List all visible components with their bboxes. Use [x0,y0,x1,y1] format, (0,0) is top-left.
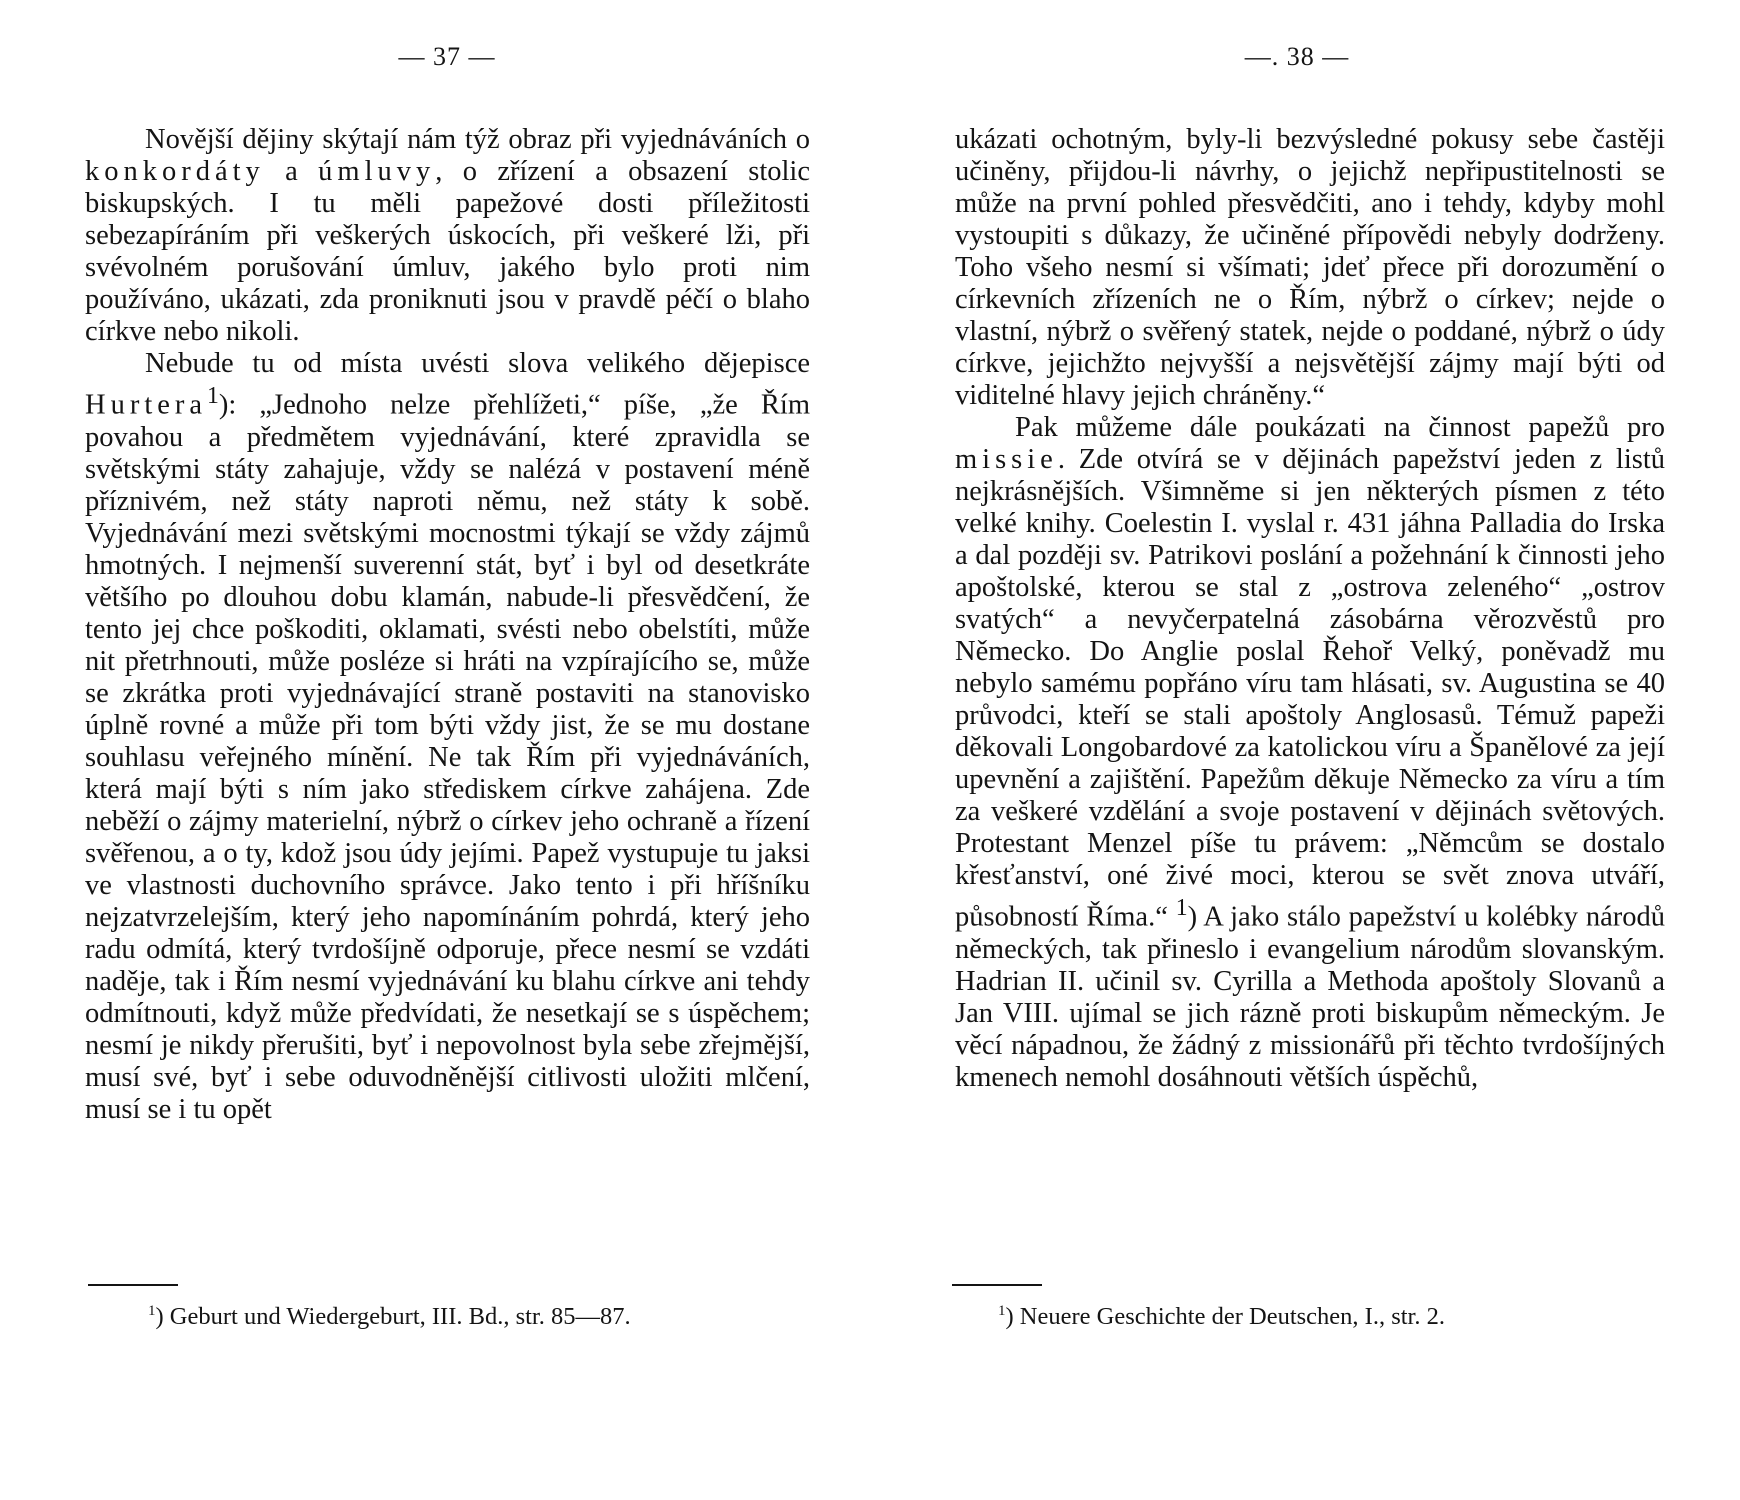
spaced-term: missie [955,444,1058,475]
text-run: ): „Jednoho nelze přehlížeti,“ píše, „že Řím povahou a předmětem vyjednávání, které zpravidla se světskými státy zahajuje, vždy se nalézá v postavení méně příznivém, než státy naproti němu, než státy k sobě. Vyjednávání mezi světskými mocnostmi týkají se vždy zájmů hmotných. I nejmenší suverenní stát, byť i byl od desetkráte většího po dlouhou dobu klamán, nabude-li přesvědčení, že tento jej chce poškoditi, oklamati, svésti nebo obelstíti, může nit přetrhnouti, může posléze si hráti na vzpírajícího se, může se zkrátka proti vyjednávající straně postaviti na stanovisko úplně rovné a může při tom býti vždy jist, že se mu dostane souhlasu veřejného mínění. Ne tak Řím při vyjednáváních, která mají býti s ním jako střediskem církve zahájena. Zde neběží o zájmy materielní, nýbrž o církev jeho ochraně a řízení svěřenou, a o ty, kdož jsou údy jejími. Papež vystupuje tu jaksi ve vlastnosti duchovního správce. Jako tento i při hříšníku nejzatvrzelejším, který jeho napomínáním pohrdá, který jeho radu odmítá, který tvrdošíjně odporuje, přece nesmí se vzdáti naděje, tak i Řím nesmí vyjednávání ku blahu církve ani tehdy odmítnouti, když může předvídati, že nesetkají se s úspěchem; nesmí je nikdy přerušiti, byť i nepovolnost byla sebe zřejmější, musí své, byť i sebe oduvodněnější citlivosti uložiti mlčení, musí se i tu opět [85,389,810,1125]
right-page-body [955,124,1665,1094]
text-run: . Zde otvírá se v dějinách papežství jeden z listů nejkrásnějších. Všimněme si jen některých písmen z této velké knihy. Coelestin I. vyslal r. 431 jáhna Palladia do Irska a dal později sv. Patrikovi poslání a požehnání k činnosti jeho apoštolské, kterou se stal z „ostrova zeleného“ „ostrov svatých“ a nevyčerpatelná zásobárna věrozvěstů pro Německo. Do Anglie poslal Řehoř Velký, poněvadž mu nebylo samému popřáno víru tam hlásati, sv. Augustina se 40 průvodci, kteří se stali apoštoly Anglosasů. Témuž papeži děkovali Longobardové za katolickou víru a Španělové za její upevnění a zajištění. Papežům děkuje Německo za víru a tím za veškeré vzdělání a svoje postavení v dějinách světových. Protestant Menzel píše tu právem: „Němcům se dostalo křesťanství, oné živé moci, kterou se svět znova utváří, působností Říma.“ [955,444,1665,933]
paragraph: ukázati ochotným, byly-li bezvýsledné pokusy sebe častěji učiněny, přijdou-li návrhy, o jejichž nepřipustitelnosti se může na první pohled přesvědčiti, ano i tehdy, kdyby mohl vystoupiti s důkazy, že učiněné přípovědi nebyly dodrženy. Toho všeho nesmí si všímati; jdeť přece při dorozumění o církevních zřízeních ne o Řím, nýbrž o církev; nejde o vlastní, nýbrž o svěřený statek, nejde o poddané, nýbrž o údy církve, jejichžto nejvyšší a nejsvětější zájmy mají býti od viditelné hlavy jejich chráněny.“ [955,124,1665,411]
page-number-left: — 37 — [398,42,496,71]
footnote-reference: 1 [207,383,219,409]
text-run: , o zřízení a obsazení stolic biskupských. I tu měli papežové dosti příležitosti sebezapíráním při veškerých úskocích, při veškeré lži, při svévolném porušování úmluv, jakého bylo proti nim používáno, ukázati, zda proniknuti jsou v pravdě péčí o blaho církve nebo nikoli. [85,156,810,347]
footnote-text: ) Geburt und Wiedergeburt, III. Bd., str. 85—87. [155,1303,631,1331]
page-number-right: —. 38 — [1244,42,1350,71]
paragraph [955,412,1665,1094]
text-run: Pak můžeme dále poukázati na činnost papežů pro [1015,412,1665,443]
spaced-term: úmluvy [318,156,436,187]
spaced-term: konkordáty [85,156,265,187]
footnote-mark: 1 [998,1303,1006,1319]
footnote-divider [88,1284,178,1286]
text-run: a [264,156,319,187]
text-run: Novější dějiny skýtají nám týž obraz při vyjednáváních o [145,124,810,155]
footnote-text: ) Neuere Geschichte der Deutschen, I., str. 2. [1005,1303,1445,1331]
footnote-divider [952,1284,1042,1286]
spaced-term: Hurtera [85,389,208,421]
footnote-right [998,1296,1445,1332]
text-run: Nebude tu od místa uvésti slova velikého dějepisce [145,348,810,379]
footnote-left [148,1296,631,1332]
paragraph [85,348,810,1126]
footnote-reference: 1 [1175,895,1188,921]
right-page [870,0,1740,1500]
text-run: ) A jako stálo papežství u kolébky národů německých, tak přineslo i evangelium národům slovanským. Hadrian II. učinil sv. Cyrilla a Methoda apoštoly Slovanů a Jan VIII. ujímal se jich rázně proti biskupům německým. Je věcí nápadnou, že žádný z missionářů při těchto tvrdošíjných kmenech nemohl dosáhnouti větších úspěchů, [955,901,1665,1093]
footnote-mark: 1 [148,1303,156,1319]
left-page-body [85,124,810,1126]
paragraph [85,124,810,348]
